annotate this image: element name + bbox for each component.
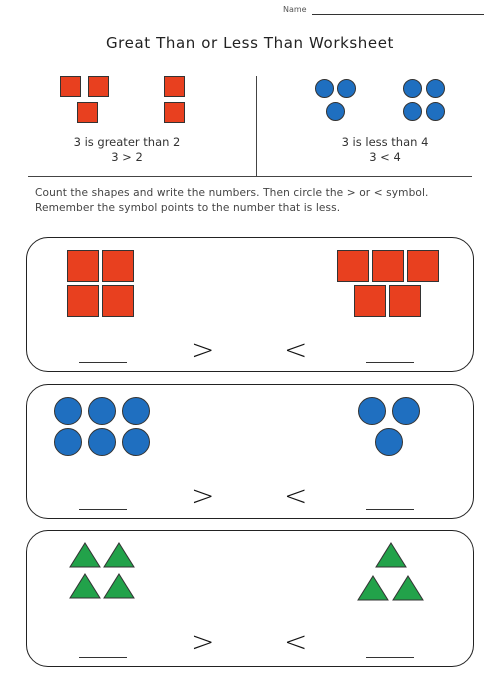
example-circle xyxy=(337,79,356,98)
example-circle xyxy=(426,102,445,121)
less-than-symbol[interactable]: < xyxy=(284,479,308,512)
problem-panel-3 xyxy=(26,530,474,667)
circle-shape xyxy=(375,428,403,456)
example-expression: 3 > 2 xyxy=(111,150,143,164)
circle-shape xyxy=(392,397,420,425)
square-shape xyxy=(372,250,404,282)
square-shape xyxy=(354,285,386,317)
answer-blank-left[interactable] xyxy=(79,509,127,510)
example-circle xyxy=(403,79,422,98)
name-label: Name xyxy=(283,5,307,14)
square-shape xyxy=(102,285,134,317)
answer-blank-right[interactable] xyxy=(366,657,414,658)
less-than-symbol[interactable]: < xyxy=(284,625,308,658)
name-field[interactable] xyxy=(312,14,484,15)
example-square xyxy=(77,102,98,123)
section-divider xyxy=(28,176,472,177)
triangle-shape xyxy=(104,543,134,567)
example-circle xyxy=(426,79,445,98)
circle-shape xyxy=(88,428,116,456)
square-shape xyxy=(407,250,439,282)
circle-shape xyxy=(54,428,82,456)
answer-blank-right[interactable] xyxy=(366,509,414,510)
example-statement: 3 is greater than 2 xyxy=(73,135,181,149)
example-square xyxy=(88,76,109,97)
page-title: Great Than or Less Than Worksheet xyxy=(105,34,395,52)
greater-than-symbol[interactable]: > xyxy=(191,333,215,366)
problem-panel-2 xyxy=(26,384,474,519)
less-than-symbol[interactable]: < xyxy=(284,333,308,366)
answer-blank-right[interactable] xyxy=(366,362,414,363)
square-shape xyxy=(102,250,134,282)
triangle-shape xyxy=(104,574,134,598)
square-shape xyxy=(67,250,99,282)
triangle-shape xyxy=(358,576,388,600)
example-circle xyxy=(326,102,345,121)
example-circle xyxy=(315,79,334,98)
circle-shape xyxy=(358,397,386,425)
triangle-shape xyxy=(70,574,100,598)
square-shape xyxy=(337,250,369,282)
circle-shape xyxy=(54,397,82,425)
triangle-shape xyxy=(376,543,406,567)
example-divider xyxy=(256,76,257,176)
greater-than-symbol[interactable]: > xyxy=(191,625,215,658)
greater-than-symbol[interactable]: > xyxy=(191,479,215,512)
answer-blank-left[interactable] xyxy=(79,657,127,658)
square-shape xyxy=(67,285,99,317)
triangle-shape xyxy=(70,543,100,567)
circle-shape xyxy=(122,397,150,425)
example-expression: 3 < 4 xyxy=(369,150,401,164)
problem-panel-1 xyxy=(26,237,474,372)
instructions: Count the shapes and write the numbers. Then circle the > or < symbol. Remember the symbol points to the number that is less. xyxy=(35,187,429,214)
example-square xyxy=(164,76,185,97)
example-square xyxy=(60,76,81,97)
circle-shape xyxy=(88,397,116,425)
triangle-shape xyxy=(393,576,423,600)
square-shape xyxy=(389,285,421,317)
example-circle xyxy=(403,102,422,121)
example-statement: 3 is less than 4 xyxy=(341,135,429,149)
answer-blank-left[interactable] xyxy=(79,362,127,363)
example-square xyxy=(164,102,185,123)
circle-shape xyxy=(122,428,150,456)
triangle-shapes xyxy=(27,531,475,668)
